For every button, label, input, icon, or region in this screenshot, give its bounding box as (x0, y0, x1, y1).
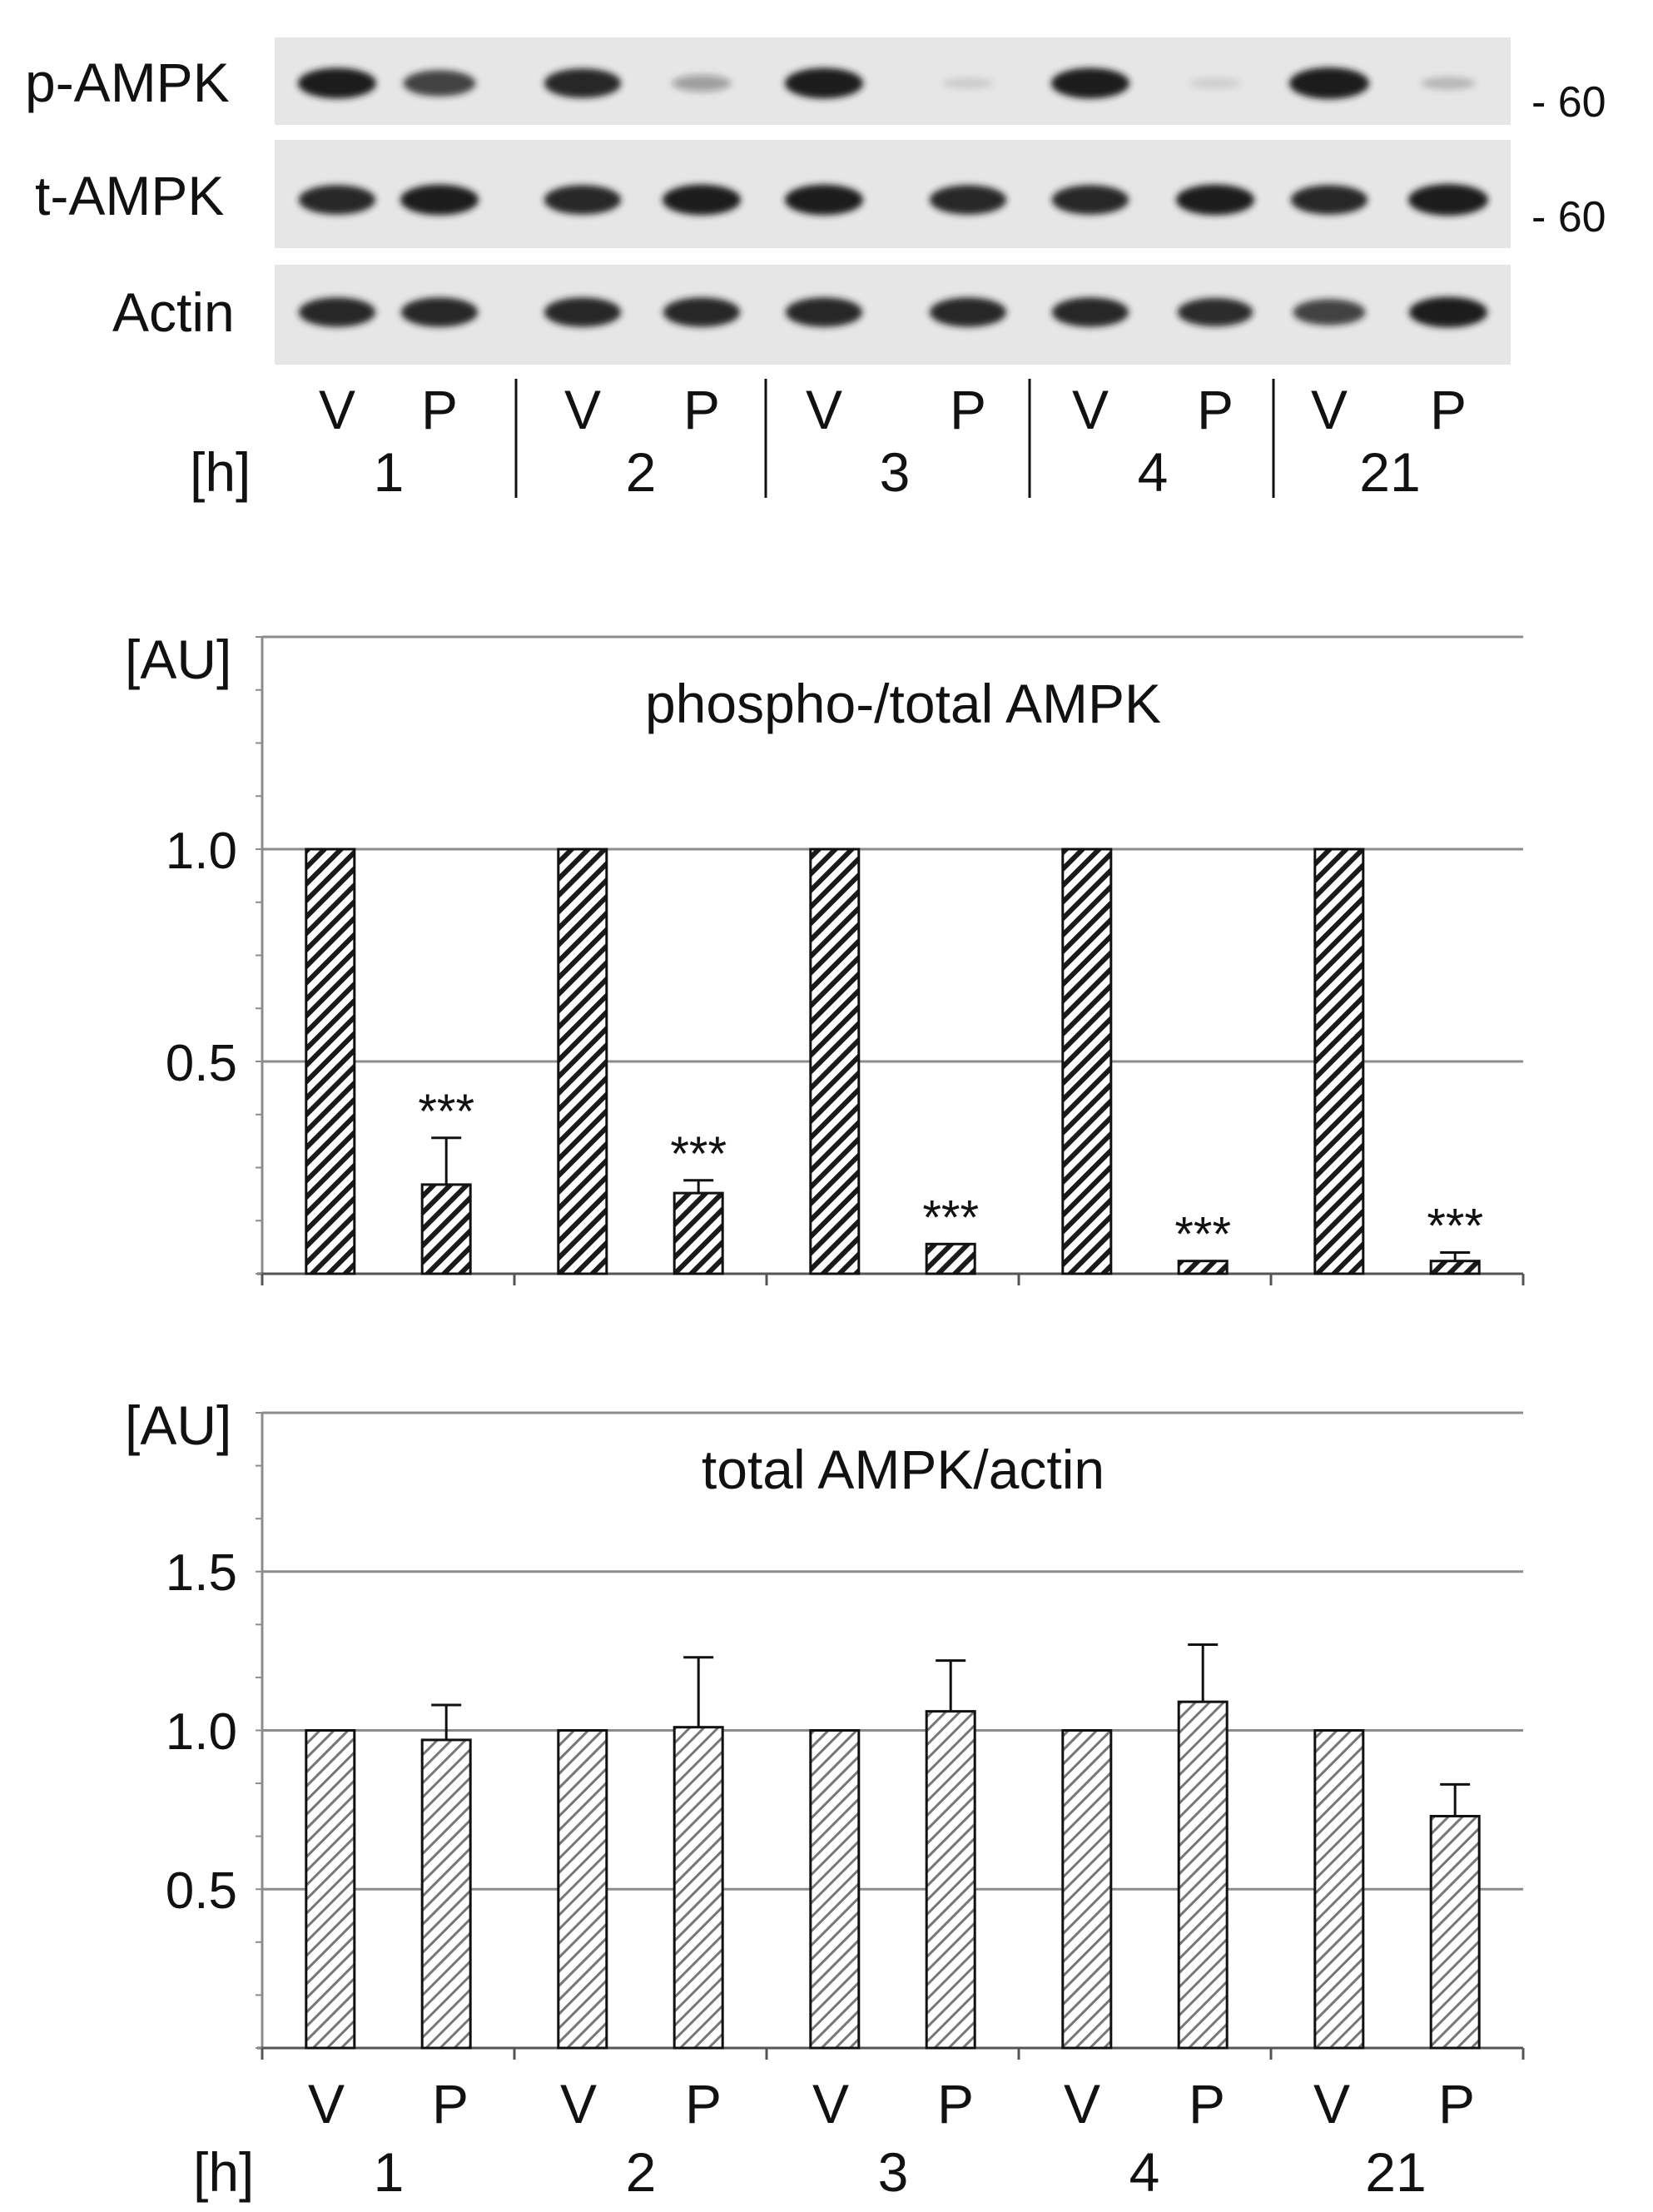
hours-axis-label: [h] (193, 2141, 255, 2203)
bar-treated (926, 1712, 975, 2048)
bar-vehicle (558, 849, 607, 1274)
bar-treated (674, 1727, 722, 2048)
y-tick-label: 1.0 (165, 1703, 237, 1761)
x-lane-labels (308, 2073, 1475, 2135)
blot-band (1409, 297, 1487, 328)
bar-treated (1179, 1702, 1227, 2048)
lane-label: P (1196, 379, 1234, 440)
blot-band (786, 297, 862, 326)
lane-label: P (949, 379, 987, 440)
y-tick-label: 1.0 (165, 823, 237, 880)
mw-marker: - 60 (1531, 193, 1606, 241)
blot-band (1189, 77, 1241, 88)
chart-phospho-total-ampk (125, 629, 1523, 1285)
significance-label: *** (1174, 1207, 1232, 1262)
blot-row-actin (112, 265, 1511, 365)
blot-hour-labels (190, 441, 1421, 503)
blot-row-label: p-AMPK (25, 52, 230, 113)
hour-label: 1 (373, 2141, 405, 2203)
bar-vehicle (1315, 849, 1363, 1274)
bar-treated (926, 1244, 975, 1274)
lane-label: V (559, 2073, 598, 2135)
blot-band (673, 75, 732, 92)
lane-label: V (1310, 379, 1348, 440)
blot-band (1176, 185, 1254, 216)
blot-band (299, 185, 375, 214)
blot-band (299, 297, 375, 326)
blot-band (544, 297, 621, 326)
blot-band (544, 68, 621, 97)
blot-band (401, 297, 478, 326)
lane-label: V (1063, 2073, 1101, 2135)
blot-row-label: Actin (112, 281, 235, 343)
lane-label: P (420, 379, 459, 440)
bar-vehicle (306, 1731, 355, 2049)
chart-plot (256, 1413, 1523, 2060)
lane-label: P (683, 379, 721, 440)
blot-band (404, 70, 476, 97)
blot-band (785, 68, 863, 99)
significance-label: *** (922, 1191, 980, 1245)
y-tick-labels (166, 823, 237, 1092)
blot-band (1421, 77, 1475, 90)
mw-marker: - 60 (1531, 78, 1606, 127)
y-tick-labels (166, 1544, 237, 1920)
lane-label: P (1429, 379, 1467, 440)
bar-vehicle (1315, 1731, 1363, 2049)
hour-label: 21 (1359, 441, 1421, 503)
hour-label: 2 (625, 2141, 657, 2203)
bar-vehicle (306, 849, 355, 1274)
blot-row-p-ampk (25, 37, 1606, 127)
blot-band (1291, 185, 1368, 214)
lane-label: V (318, 379, 356, 440)
lane-label: P (936, 2073, 975, 2135)
bar-treated (1179, 1261, 1227, 1274)
bar-treated (1431, 1261, 1479, 1274)
blot-band (1289, 67, 1369, 99)
lane-label: V (563, 379, 602, 440)
blot-band (1293, 299, 1366, 326)
hour-label: 2 (625, 441, 657, 503)
bar-treated (422, 1740, 470, 2048)
blot-band (298, 68, 376, 99)
significance-label: *** (1427, 1199, 1484, 1254)
chart-title: phospho-/total AMPK (644, 673, 1162, 734)
bar-vehicle (811, 1731, 859, 2049)
hour-label: 21 (1365, 2141, 1427, 2203)
y-unit-label: [AU] (125, 629, 232, 690)
lane-label: P (684, 2073, 722, 2135)
lane-label: V (1071, 379, 1109, 440)
y-unit-label: [AU] (125, 1394, 232, 1456)
blot-band (785, 185, 863, 216)
chart-total-ampk-actin (125, 1394, 1523, 2203)
hour-label: 4 (1129, 2141, 1160, 2203)
chart-title: total AMPK/actin (701, 1439, 1105, 1500)
lane-label: P (1437, 2073, 1476, 2135)
blot-band (930, 185, 1006, 214)
bar-vehicle (811, 849, 859, 1274)
blot-band (400, 185, 479, 216)
blot-lane-labels (319, 379, 1467, 440)
blot-band (544, 185, 621, 214)
lane-label: V (805, 379, 843, 440)
bar-vehicle (1063, 1731, 1111, 2049)
y-tick-label: 1.5 (165, 1544, 237, 1602)
hour-label: 1 (373, 441, 405, 503)
bar-treated (1431, 1817, 1479, 2048)
y-tick-label: 0.5 (165, 1862, 237, 1920)
bar-treated (674, 1193, 722, 1274)
significance-label: *** (418, 1084, 475, 1139)
blot-band (1052, 185, 1129, 214)
blot-band (663, 297, 740, 326)
blot-row-label: t-AMPK (35, 165, 225, 226)
blot-band (1178, 298, 1253, 326)
x-hour-labels (193, 2141, 1427, 2203)
blot-band (663, 185, 741, 216)
blot-band (1052, 297, 1129, 326)
lane-label: V (1313, 2073, 1351, 2135)
bar-vehicle (558, 1731, 607, 2049)
y-tick-label: 0.5 (165, 1035, 237, 1092)
blot-row-t-ampk (35, 140, 1606, 248)
hours-axis-label: [h] (190, 441, 251, 503)
lane-label: V (812, 2073, 850, 2135)
hour-label: 3 (877, 2141, 909, 2203)
bar-treated (422, 1185, 470, 1274)
hour-label: 4 (1137, 441, 1169, 503)
blot-band (1051, 68, 1129, 99)
blot-band (930, 297, 1006, 326)
lane-label: V (307, 2073, 345, 2135)
bar-vehicle (1063, 849, 1111, 1274)
blot-band (1408, 184, 1488, 216)
hour-label: 3 (879, 441, 911, 503)
significance-label: *** (670, 1126, 727, 1181)
blot-band (942, 77, 994, 89)
lane-label: P (1188, 2073, 1226, 2135)
lane-label: P (431, 2073, 469, 2135)
western-blot (25, 37, 1606, 503)
